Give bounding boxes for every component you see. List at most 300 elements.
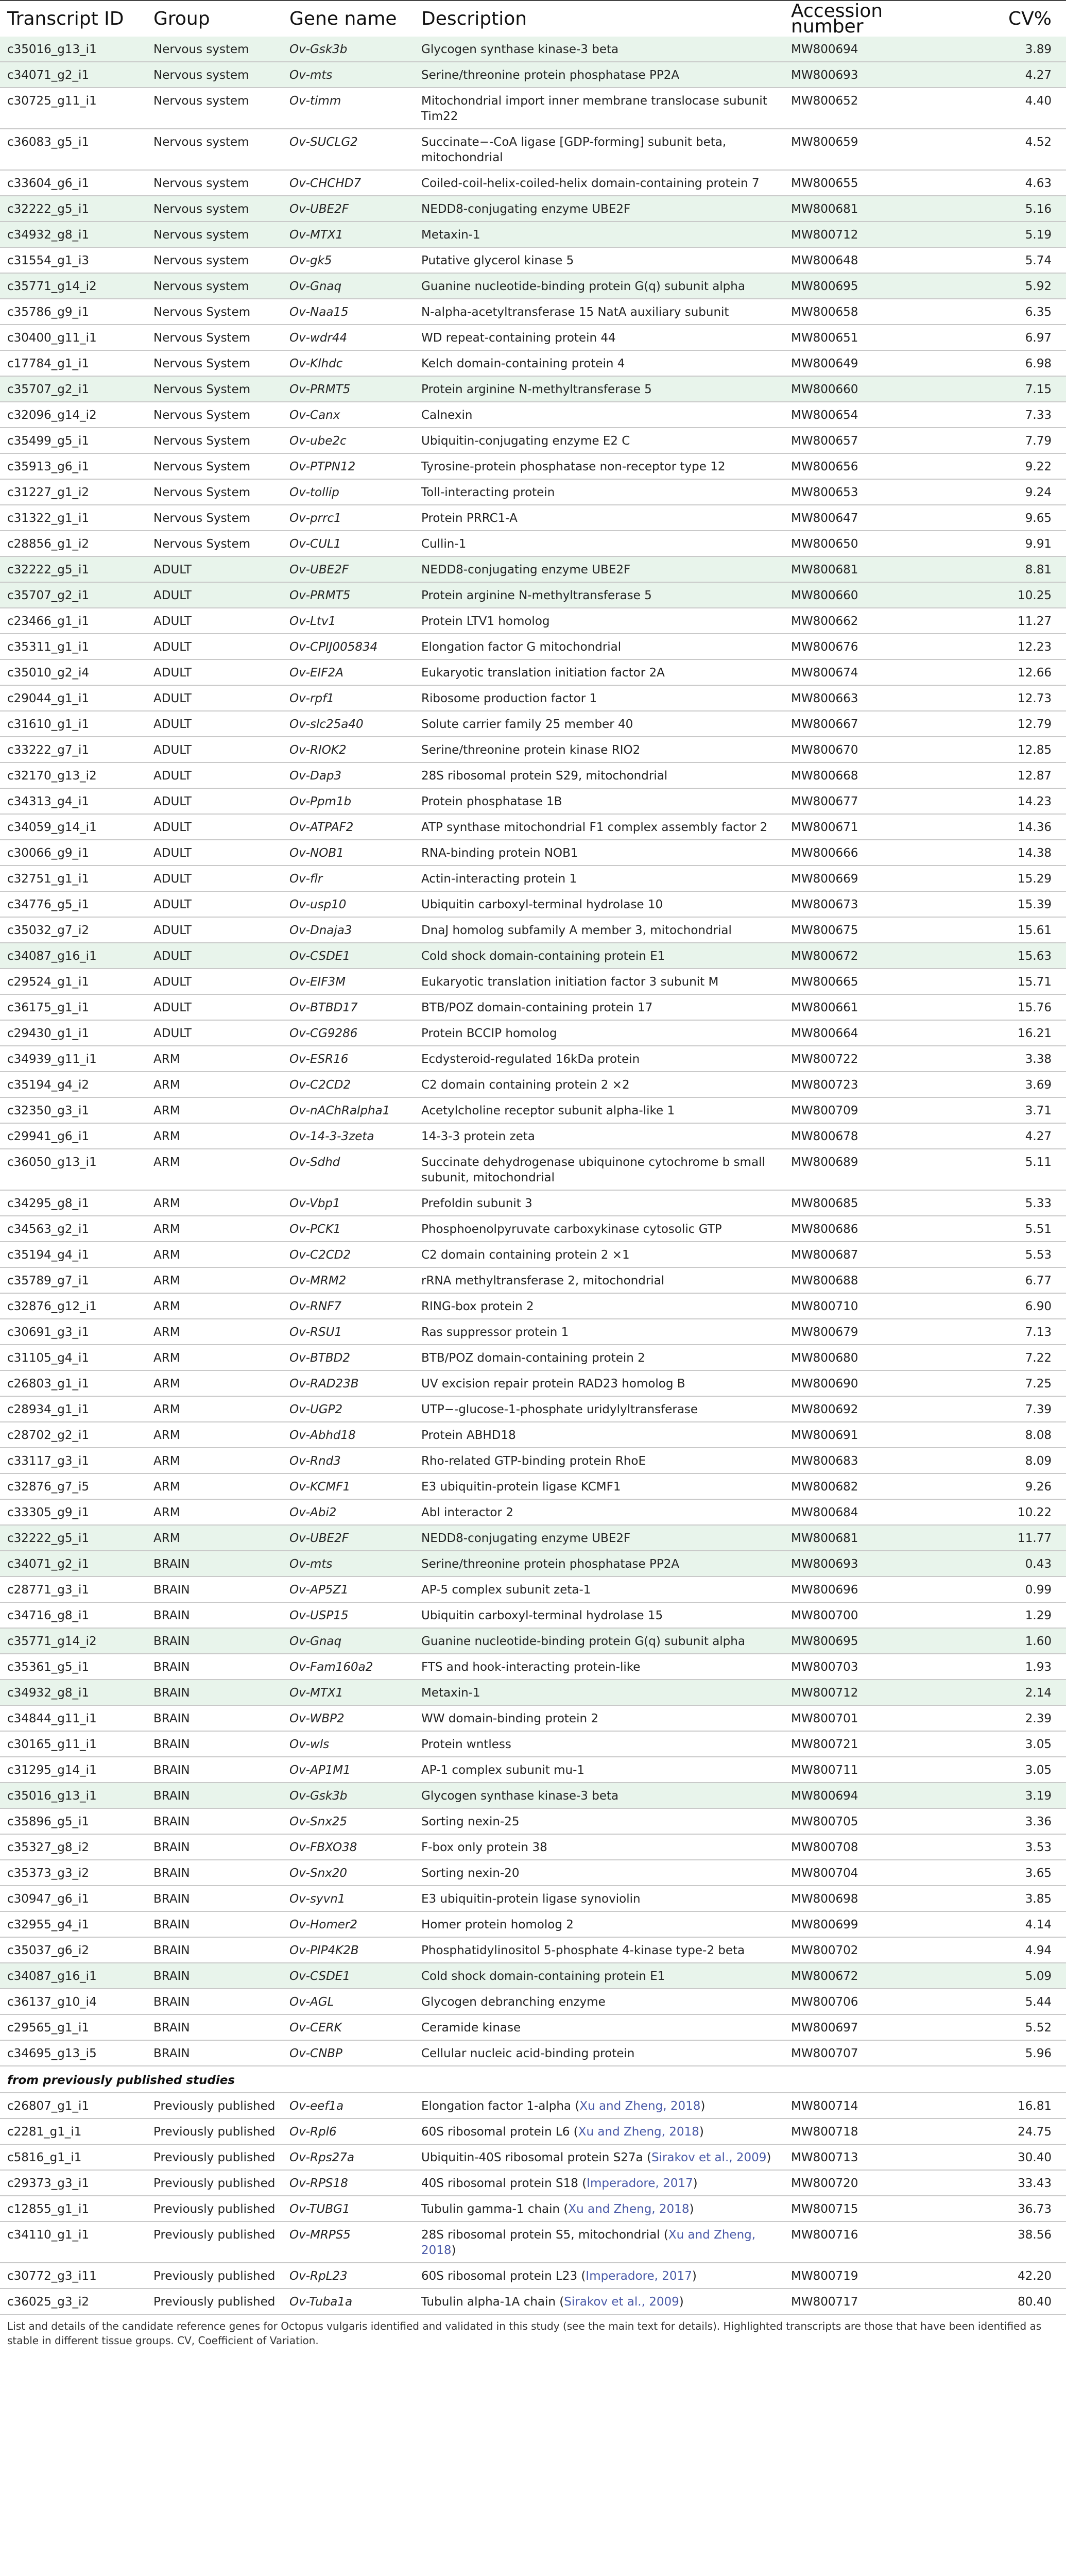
citation-link[interactable]: Xu and Zheng, 2018 xyxy=(421,2228,756,2257)
description-text: Elongation factor 1-alpha xyxy=(421,2099,572,2113)
gene-name-cell: Ov-SUCLG2 xyxy=(282,129,414,170)
group-cell: BRAIN xyxy=(146,1551,282,1577)
group-cell: ARM xyxy=(146,1319,282,1345)
description-cell: Ubiquitin carboxyl-terminal hydrolase 15 xyxy=(414,1602,784,1628)
gene-name-cell: Ov-Rpl6 xyxy=(282,2119,414,2144)
group-cell: Previously published xyxy=(146,2170,282,2196)
description-cell: Glycogen synthase kinase-3 beta xyxy=(414,37,784,62)
table-row xyxy=(0,788,1066,814)
transcript-id-cell: c5816_g1_i1 xyxy=(0,2144,146,2170)
table-row xyxy=(0,2222,1066,2263)
cv-cell: 4.63 xyxy=(933,170,1066,196)
cv-cell: 9.91 xyxy=(933,531,1066,556)
table-row xyxy=(0,1731,1066,1757)
group-cell: Nervous System xyxy=(146,299,282,325)
description-cell: Cold shock domain-containing protein E1 xyxy=(414,1963,784,1989)
description-cell: 28S ribosomal protein S29, mitochondrial xyxy=(414,762,784,788)
cv-cell: 5.92 xyxy=(933,273,1066,299)
cv-cell: 24.75 xyxy=(933,2119,1066,2144)
table-row xyxy=(0,556,1066,582)
cv-cell: 1.29 xyxy=(933,1602,1066,1628)
description-cell: WD repeat-containing protein 44 xyxy=(414,325,784,350)
table-row xyxy=(0,1937,1066,1963)
table-row xyxy=(0,1499,1066,1525)
gene-name-cell: Ov-C2CD2 xyxy=(282,1242,414,1267)
accession-cell: MW800693 xyxy=(784,1551,933,1577)
transcript-id-cell: c31610_g1_i1 xyxy=(0,711,146,737)
description-cell: AP-5 complex subunit zeta-1 xyxy=(414,1577,784,1602)
gene-name-cell: Ov-prrc1 xyxy=(282,505,414,531)
accession-cell: MW800694 xyxy=(784,1783,933,1808)
accession-cell: MW800702 xyxy=(784,1937,933,1963)
transcript-id-cell: c31322_g1_i1 xyxy=(0,505,146,531)
accession-cell: MW800652 xyxy=(784,88,933,129)
description-cell: Protein arginine N-methyltransferase 5 xyxy=(414,376,784,402)
table-row xyxy=(0,299,1066,325)
cv-cell: 7.79 xyxy=(933,428,1066,453)
accession-cell: MW800656 xyxy=(784,453,933,479)
gene-name-cell: Ov-C2CD2 xyxy=(282,1072,414,1097)
description-cell: Serine/threonine protein phosphatase PP2A xyxy=(414,62,784,88)
cv-cell: 3.89 xyxy=(933,37,1066,62)
description-text: 60S ribosomal protein L6 xyxy=(421,2125,570,2139)
accession-cell: MW800723 xyxy=(784,1072,933,1097)
cv-cell: 1.60 xyxy=(933,1628,1066,1654)
accession-cell: MW800704 xyxy=(784,1860,933,1886)
table-row xyxy=(0,325,1066,350)
group-cell: ADULT xyxy=(146,582,282,608)
accession-cell: MW800680 xyxy=(784,1345,933,1370)
description-cell: Protein PRRC1-A xyxy=(414,505,784,531)
cv-cell: 4.14 xyxy=(933,1911,1066,1937)
accession-cell: MW800682 xyxy=(784,1473,933,1499)
cv-cell: 5.44 xyxy=(933,1989,1066,2014)
transcript-id-cell: c32222_g5_i1 xyxy=(0,196,146,222)
description-cell: AP-1 complex subunit mu-1 xyxy=(414,1757,784,1783)
description-cell: Ubiquitin carboxyl-terminal hydrolase 10 xyxy=(414,891,784,917)
table-row xyxy=(0,634,1066,659)
transcript-id-cell: c32170_g13_i2 xyxy=(0,762,146,788)
section-previously-published xyxy=(0,2066,1066,2093)
group-cell: ARM xyxy=(146,1216,282,1242)
table-row xyxy=(0,582,1066,608)
table-row xyxy=(0,1628,1066,1654)
description-cell: RING-box protein 2 xyxy=(414,1293,784,1319)
cv-cell: 3.65 xyxy=(933,1860,1066,1886)
table-row xyxy=(0,608,1066,634)
accession-cell: MW800676 xyxy=(784,634,933,659)
description-cell: Elongation factor G mitochondrial xyxy=(414,634,784,659)
description-cell: Protein ABHD18 xyxy=(414,1422,784,1448)
table-row xyxy=(0,1267,1066,1293)
cv-cell: 6.77 xyxy=(933,1267,1066,1293)
table-row xyxy=(0,402,1066,428)
gene-name-cell: Ov-nAChRalpha1 xyxy=(282,1097,414,1123)
group-cell: ADULT xyxy=(146,866,282,891)
accession-cell: MW800694 xyxy=(784,37,933,62)
table-row xyxy=(0,2040,1066,2066)
table-row xyxy=(0,2014,1066,2040)
accession-cell: MW800664 xyxy=(784,1020,933,1046)
accession-cell: MW800691 xyxy=(784,1422,933,1448)
gene-name-cell: Ov-EIF3M xyxy=(282,969,414,994)
description-cell: Ubiquitin-conjugating enzyme E2 C xyxy=(414,428,784,453)
accession-cell: MW800709 xyxy=(784,1097,933,1123)
cv-cell: 5.33 xyxy=(933,1190,1066,1216)
transcript-id-cell: c35194_g4_i2 xyxy=(0,1072,146,1097)
group-cell: ADULT xyxy=(146,634,282,659)
gene-name-cell: Ov-FBXO38 xyxy=(282,1834,414,1860)
table-row xyxy=(0,1149,1066,1190)
accession-cell: MW800658 xyxy=(784,299,933,325)
description-cell: 60S ribosomal protein L6 (Xu and Zheng, 2018) xyxy=(414,2119,784,2144)
gene-name-cell: Ov-NOB1 xyxy=(282,840,414,866)
cv-cell: 3.71 xyxy=(933,1097,1066,1123)
accession-cell: MW800706 xyxy=(784,1989,933,2014)
cv-cell: 14.38 xyxy=(933,840,1066,866)
cv-cell: 33.43 xyxy=(933,2170,1066,2196)
transcript-id-cell: c35373_g3_i2 xyxy=(0,1860,146,1886)
group-cell: ARM xyxy=(146,1473,282,1499)
description-cell: Ecdysteroid-regulated 16kDa protein xyxy=(414,1046,784,1072)
table-row xyxy=(0,1473,1066,1499)
group-cell: Previously published xyxy=(146,2196,282,2222)
table-row xyxy=(0,737,1066,762)
cv-cell: 4.27 xyxy=(933,62,1066,88)
accession-cell: MW800665 xyxy=(784,969,933,994)
accession-cell: MW800721 xyxy=(784,1731,933,1757)
gene-name-cell: Ov-UBE2F xyxy=(282,556,414,582)
transcript-id-cell: c26807_g1_i1 xyxy=(0,2093,146,2119)
header-accession-number: Accession number xyxy=(784,1,933,37)
description-cell: 28S ribosomal protein S5, mitochondrial (Xu and Zheng, 2018) xyxy=(414,2222,784,2263)
citation-link[interactable]: Xu and Zheng, 2018 xyxy=(578,2125,699,2139)
table-row xyxy=(0,1216,1066,1242)
description-cell: Protein arginine N-methyltransferase 5 xyxy=(414,582,784,608)
table-row xyxy=(0,170,1066,196)
table-row xyxy=(0,1808,1066,1834)
accession-cell: MW800718 xyxy=(784,2119,933,2144)
table-row xyxy=(0,1886,1066,1911)
accession-cell: MW800660 xyxy=(784,582,933,608)
table-row xyxy=(0,1680,1066,1705)
cv-cell: 12.23 xyxy=(933,634,1066,659)
description-cell: 60S ribosomal protein L23 (Imperadore, 2017) xyxy=(414,2263,784,2289)
citation-link[interactable]: Imperadore, 2017 xyxy=(586,2269,692,2283)
description-cell: Eukaryotic translation initiation factor 3 subunit M xyxy=(414,969,784,994)
accession-cell: MW800667 xyxy=(784,711,933,737)
table-row xyxy=(0,2170,1066,2196)
table-row xyxy=(0,1046,1066,1072)
gene-name-cell: Ov-Rps27a xyxy=(282,2144,414,2170)
table-row xyxy=(0,1072,1066,1097)
accession-cell: MW800714 xyxy=(784,2093,933,2119)
table-row xyxy=(0,2093,1066,2119)
gene-name-cell: Ov-RIOK2 xyxy=(282,737,414,762)
table-row xyxy=(0,917,1066,943)
gene-name-cell: Ov-RPS18 xyxy=(282,2170,414,2196)
citation-link[interactable]: Sirakov et al., 2009 xyxy=(651,2151,767,2164)
gene-name-cell: Ov-syvn1 xyxy=(282,1886,414,1911)
accession-cell: MW800659 xyxy=(784,129,933,170)
description-text: 40S ribosomal protein S18 xyxy=(421,2177,578,2190)
description-cell: Guanine nucleotide-binding protein G(q) subunit alpha xyxy=(414,1628,784,1654)
accession-cell: MW800722 xyxy=(784,1046,933,1072)
description-cell: Phosphoenolpyruvate carboxykinase cytosolic GTP xyxy=(414,1216,784,1242)
table-row xyxy=(0,1319,1066,1345)
transcript-id-cell: c29373_g3_i1 xyxy=(0,2170,146,2196)
group-cell: BRAIN xyxy=(146,1731,282,1757)
description-cell: NEDD8-conjugating enzyme UBE2F xyxy=(414,196,784,222)
accession-cell: MW800701 xyxy=(784,1705,933,1731)
transcript-id-cell: c29565_g1_i1 xyxy=(0,2014,146,2040)
gene-name-cell: Ov-eef1a xyxy=(282,2093,414,2119)
accession-cell: MW800673 xyxy=(784,891,933,917)
gene-name-cell: Ov-AGL xyxy=(282,1989,414,2014)
group-cell: BRAIN xyxy=(146,2040,282,2066)
table-row xyxy=(0,88,1066,129)
gene-name-cell: Ov-PRMT5 xyxy=(282,376,414,402)
transcript-id-cell: c35771_g14_i2 xyxy=(0,1628,146,1654)
cv-cell: 16.81 xyxy=(933,2093,1066,2119)
description-cell: Succinate−-CoA ligase [GDP-forming] subunit beta, mitochondrial xyxy=(414,129,784,170)
description-cell: UV excision repair protein RAD23 homolog B xyxy=(414,1370,784,1396)
citation-link[interactable]: Xu and Zheng, 2018 xyxy=(579,2099,701,2113)
accession-cell: MW800674 xyxy=(784,659,933,685)
group-cell: ARM xyxy=(146,1149,282,1190)
transcript-id-cell: c35499_g5_i1 xyxy=(0,428,146,453)
gene-name-cell: Ov-usp10 xyxy=(282,891,414,917)
description-cell: NEDD8-conjugating enzyme UBE2F xyxy=(414,556,784,582)
cv-cell: 5.53 xyxy=(933,1242,1066,1267)
gene-name-cell: Ov-CERK xyxy=(282,2014,414,2040)
cv-cell: 38.56 xyxy=(933,2222,1066,2263)
transcript-id-cell: c31105_g4_i1 xyxy=(0,1345,146,1370)
table-row xyxy=(0,222,1066,247)
accession-cell: MW800651 xyxy=(784,325,933,350)
group-cell: BRAIN xyxy=(146,1757,282,1783)
accession-cell: MW800666 xyxy=(784,840,933,866)
description-cell: Coiled-coil-helix-coiled-helix domain-containing protein 7 xyxy=(414,170,784,196)
transcript-id-cell: c36050_g13_i1 xyxy=(0,1149,146,1190)
transcript-id-cell: c17784_g1_i1 xyxy=(0,350,146,376)
gene-name-cell: Ov-Abhd18 xyxy=(282,1422,414,1448)
transcript-id-cell: c31295_g14_i1 xyxy=(0,1757,146,1783)
gene-name-cell: Ov-Sdhd xyxy=(282,1149,414,1190)
cv-cell: 42.20 xyxy=(933,2263,1066,2289)
transcript-id-cell: c29941_g6_i1 xyxy=(0,1123,146,1149)
gene-name-cell: Ov-AP5Z1 xyxy=(282,1577,414,1602)
citation-link[interactable]: Imperadore, 2017 xyxy=(587,2177,693,2190)
transcript-id-cell: c33604_g6_i1 xyxy=(0,170,146,196)
gene-name-cell: Ov-CPIJ005834 xyxy=(282,634,414,659)
description-cell: Ubiquitin-40S ribosomal protein S27a (Sirakov et al., 2009) xyxy=(414,2144,784,2170)
transcript-id-cell: c34110_g1_i1 xyxy=(0,2222,146,2263)
cv-cell: 5.74 xyxy=(933,247,1066,273)
transcript-id-cell: c34059_g14_i1 xyxy=(0,814,146,840)
accession-cell: MW800711 xyxy=(784,1757,933,1783)
accession-cell: MW800670 xyxy=(784,737,933,762)
description-cell: Tubulin gamma-1 chain (Xu and Zheng, 2018) xyxy=(414,2196,784,2222)
transcript-id-cell: c31554_g1_i3 xyxy=(0,247,146,273)
group-cell: Previously published xyxy=(146,2119,282,2144)
table-row xyxy=(0,2119,1066,2144)
gene-name-cell: Ov-CSDE1 xyxy=(282,943,414,969)
table-row xyxy=(0,376,1066,402)
group-cell: Nervous System xyxy=(146,376,282,402)
accession-cell: MW800686 xyxy=(784,1216,933,1242)
gene-name-cell: Ov-KCMF1 xyxy=(282,1473,414,1499)
cv-cell: 11.77 xyxy=(933,1525,1066,1551)
accession-cell: MW800716 xyxy=(784,2222,933,2263)
cv-cell: 7.22 xyxy=(933,1345,1066,1370)
cv-cell: 9.24 xyxy=(933,479,1066,505)
cv-cell: 5.52 xyxy=(933,2014,1066,2040)
group-cell: ARM xyxy=(146,1499,282,1525)
group-cell: ADULT xyxy=(146,711,282,737)
transcript-id-cell: c33117_g3_i1 xyxy=(0,1448,146,1473)
transcript-id-cell: c35032_g7_i2 xyxy=(0,917,146,943)
citation-link[interactable]: Sirakov et al., 2009 xyxy=(564,2295,679,2309)
description-cell: NEDD8-conjugating enzyme UBE2F xyxy=(414,1525,784,1551)
table-row xyxy=(0,247,1066,273)
group-cell: ARM xyxy=(146,1046,282,1072)
description-cell: Putative glycerol kinase 5 xyxy=(414,247,784,273)
description-cell: Glycogen synthase kinase-3 beta xyxy=(414,1783,784,1808)
table-row xyxy=(0,1396,1066,1422)
gene-name-cell: Ov-UBE2F xyxy=(282,196,414,222)
table-row xyxy=(0,814,1066,840)
gene-name-cell: Ov-UBE2F xyxy=(282,1525,414,1551)
citation-link[interactable]: Xu and Zheng, 2018 xyxy=(568,2202,690,2216)
group-cell: Previously published xyxy=(146,2263,282,2289)
group-cell: Nervous system xyxy=(146,273,282,299)
group-cell: ADULT xyxy=(146,917,282,943)
section-row xyxy=(0,2066,1066,2093)
gene-name-cell: Ov-PTPN12 xyxy=(282,453,414,479)
description-cell: Kelch domain-containing protein 4 xyxy=(414,350,784,376)
description-cell: Serine/threonine protein phosphatase PP2A xyxy=(414,1551,784,1577)
accession-cell: MW800671 xyxy=(784,814,933,840)
description-cell: N-alpha-acetyltransferase 15 NatA auxiliary subunit xyxy=(414,299,784,325)
table-row xyxy=(0,129,1066,170)
transcript-id-cell: c34071_g2_i1 xyxy=(0,1551,146,1577)
transcript-id-cell: c28702_g2_i1 xyxy=(0,1422,146,1448)
header-row xyxy=(0,1,1066,37)
cv-cell: 12.85 xyxy=(933,737,1066,762)
transcript-id-cell: c28856_g1_i2 xyxy=(0,531,146,556)
accession-cell: MW800663 xyxy=(784,685,933,711)
transcript-id-cell: c34932_g8_i1 xyxy=(0,1680,146,1705)
transcript-id-cell: c32955_g4_i1 xyxy=(0,1911,146,1937)
transcript-id-cell: c34071_g2_i1 xyxy=(0,62,146,88)
gene-name-cell: Ov-Tuba1a xyxy=(282,2289,414,2314)
transcript-id-cell: c30691_g3_i1 xyxy=(0,1319,146,1345)
accession-cell: MW800700 xyxy=(784,1602,933,1628)
table-row xyxy=(0,840,1066,866)
description-cell: Actin-interacting protein 1 xyxy=(414,866,784,891)
gene-name-cell: Ov-wls xyxy=(282,1731,414,1757)
cv-cell: 1.93 xyxy=(933,1654,1066,1680)
group-cell: BRAIN xyxy=(146,1577,282,1602)
gene-name-cell: Ov-BTBD17 xyxy=(282,994,414,1020)
table-row xyxy=(0,273,1066,299)
accession-cell: MW800672 xyxy=(784,943,933,969)
table-row xyxy=(0,1370,1066,1396)
group-cell: ADULT xyxy=(146,608,282,634)
transcript-id-cell: c30400_g11_i1 xyxy=(0,325,146,350)
group-cell: Previously published xyxy=(146,2144,282,2170)
group-cell: Nervous system xyxy=(146,37,282,62)
description-cell: Metaxin-1 xyxy=(414,222,784,247)
cv-cell: 5.16 xyxy=(933,196,1066,222)
group-cell: Nervous System xyxy=(146,505,282,531)
accession-cell: MW800681 xyxy=(784,196,933,222)
table-row xyxy=(0,37,1066,62)
group-cell: BRAIN xyxy=(146,2014,282,2040)
transcript-id-cell: c34716_g8_i1 xyxy=(0,1602,146,1628)
cv-cell: 14.23 xyxy=(933,788,1066,814)
transcript-id-cell: c36083_g5_i1 xyxy=(0,129,146,170)
cv-cell: 6.97 xyxy=(933,325,1066,350)
transcript-id-cell: c29044_g1_i1 xyxy=(0,685,146,711)
description-cell: ATP synthase mitochondrial F1 complex assembly factor 2 xyxy=(414,814,784,840)
cv-cell: 3.38 xyxy=(933,1046,1066,1072)
group-cell: Previously published xyxy=(146,2093,282,2119)
accession-cell: MW800712 xyxy=(784,1680,933,1705)
transcript-id-cell: c32350_g3_i1 xyxy=(0,1097,146,1123)
gene-name-cell: Ov-Homer2 xyxy=(282,1911,414,1937)
section-label: from previously published studies xyxy=(0,2066,1066,2093)
gene-name-cell: Ov-PCK1 xyxy=(282,1216,414,1242)
cv-cell: 3.36 xyxy=(933,1808,1066,1834)
gene-name-cell: Ov-RAD23B xyxy=(282,1370,414,1396)
cv-cell: 6.35 xyxy=(933,299,1066,325)
description-cell: E3 ubiquitin-protein ligase synoviolin xyxy=(414,1886,784,1911)
group-cell: BRAIN xyxy=(146,1963,282,1989)
description-cell: Guanine nucleotide-binding protein G(q) subunit alpha xyxy=(414,273,784,299)
accession-cell: MW800713 xyxy=(784,2144,933,2170)
transcript-id-cell: c30165_g11_i1 xyxy=(0,1731,146,1757)
cv-cell: 12.87 xyxy=(933,762,1066,788)
table-row xyxy=(0,505,1066,531)
cv-cell: 7.15 xyxy=(933,376,1066,402)
group-cell: ARM xyxy=(146,1242,282,1267)
transcript-id-cell: c34939_g11_i1 xyxy=(0,1046,146,1072)
description-text: 28S ribosomal protein S5, mitochondrial xyxy=(421,2228,660,2242)
cv-cell: 3.53 xyxy=(933,1834,1066,1860)
table-row xyxy=(0,1345,1066,1370)
accession-cell: MW800720 xyxy=(784,2170,933,2196)
accession-cell: MW800717 xyxy=(784,2289,933,2314)
transcript-id-cell: c35311_g1_i1 xyxy=(0,634,146,659)
accession-cell: MW800648 xyxy=(784,247,933,273)
header-cv: CV% xyxy=(933,1,1066,37)
transcript-id-cell: c35771_g14_i2 xyxy=(0,273,146,299)
group-cell: ARM xyxy=(146,1370,282,1396)
accession-cell: MW800683 xyxy=(784,1448,933,1473)
cv-cell: 7.39 xyxy=(933,1396,1066,1422)
accession-cell: MW800662 xyxy=(784,608,933,634)
gene-name-cell: Ov-CNBP xyxy=(282,2040,414,2066)
cv-cell: 5.09 xyxy=(933,1963,1066,1989)
group-cell: Nervous system xyxy=(146,129,282,170)
accession-cell: MW800655 xyxy=(784,170,933,196)
main-rows xyxy=(0,37,1066,2066)
description-cell: 40S ribosomal protein S18 (Imperadore, 2017) xyxy=(414,2170,784,2196)
gene-name-cell: Ov-Abi2 xyxy=(282,1499,414,1525)
group-cell: BRAIN xyxy=(146,1680,282,1705)
